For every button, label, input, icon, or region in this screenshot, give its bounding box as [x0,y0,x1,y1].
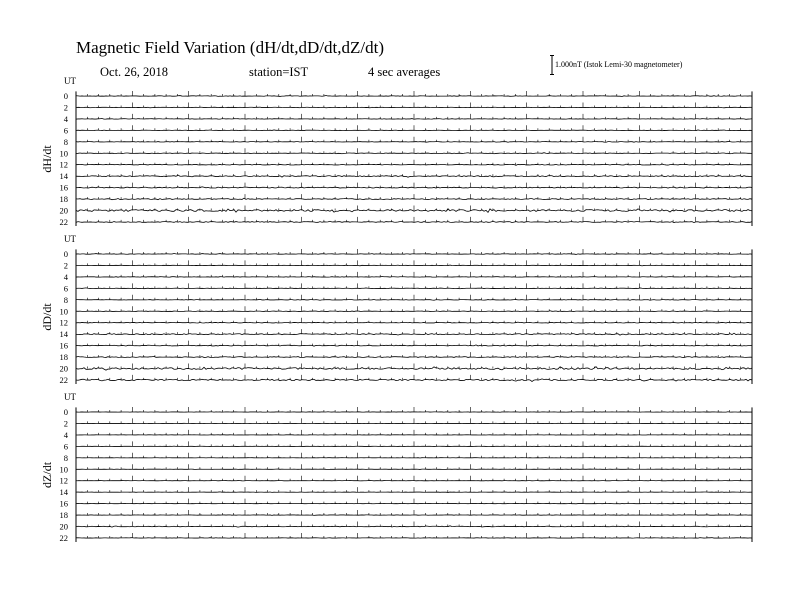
row-hour-label: 10 [59,464,68,475]
row-hour-label: 22 [59,216,68,227]
row-hour-label: 18 [59,352,68,363]
row-hour-label: 22 [59,532,68,543]
row-hour-label: 4 [63,429,68,440]
row-hour-label: 20 [59,521,68,532]
panel-ylabel: dZ/dt [40,461,54,488]
row-hour-label: 2 [63,102,68,113]
row-hour-label: 10 [59,306,68,317]
row-hour-label: 6 [63,125,68,136]
row-hour-label: 2 [63,260,68,271]
row-hour-label: 6 [63,441,68,452]
row-hour-label: 10 [59,148,68,159]
date-label: Oct. 26, 2018 [100,65,169,79]
row-hour-label: 12 [59,159,68,170]
station-label: station=IST [249,65,309,79]
panel-ylabel: dD/dt [40,303,54,331]
ut-axis-label: UT [64,392,76,402]
scale-label: 1.000nT (Istok Lemi-30 magnetometer) [555,60,683,69]
row-hour-label: 20 [59,363,68,374]
row-hour-label: 8 [63,452,68,463]
row-hour-label: 12 [59,317,68,328]
row-hour-label: 4 [63,113,68,124]
row-hour-label: 16 [59,182,68,193]
row-hour-label: 4 [63,271,68,282]
averaging-label: 4 sec averages [368,65,441,79]
chart-title: Magnetic Field Variation (dH/dt,dD/dt,dZ/dt) [76,38,385,57]
row-hour-label: 0 [63,91,68,101]
row-hour-label: 18 [59,194,68,205]
row-hour-label: 16 [59,498,68,509]
ut-axis-label: UT [64,76,76,86]
row-hour-label: 8 [63,294,68,305]
row-hour-label: 12 [59,475,68,486]
ut-axis-label: UT [64,234,76,244]
row-hour-label: 8 [63,136,68,147]
row-hour-label: 2 [63,418,68,429]
panel-ylabel: dH/dt [40,145,54,173]
row-hour-label: 14 [59,487,68,498]
row-hour-label: 0 [63,407,68,417]
row-hour-label: 18 [59,510,68,521]
row-hour-label: 0 [63,249,68,259]
row-hour-label: 22 [59,374,68,385]
row-hour-label: 14 [59,171,68,182]
row-hour-label: 6 [63,283,68,294]
row-hour-label: 16 [59,340,68,351]
row-hour-label: 20 [59,205,68,216]
row-hour-label: 14 [59,329,68,340]
